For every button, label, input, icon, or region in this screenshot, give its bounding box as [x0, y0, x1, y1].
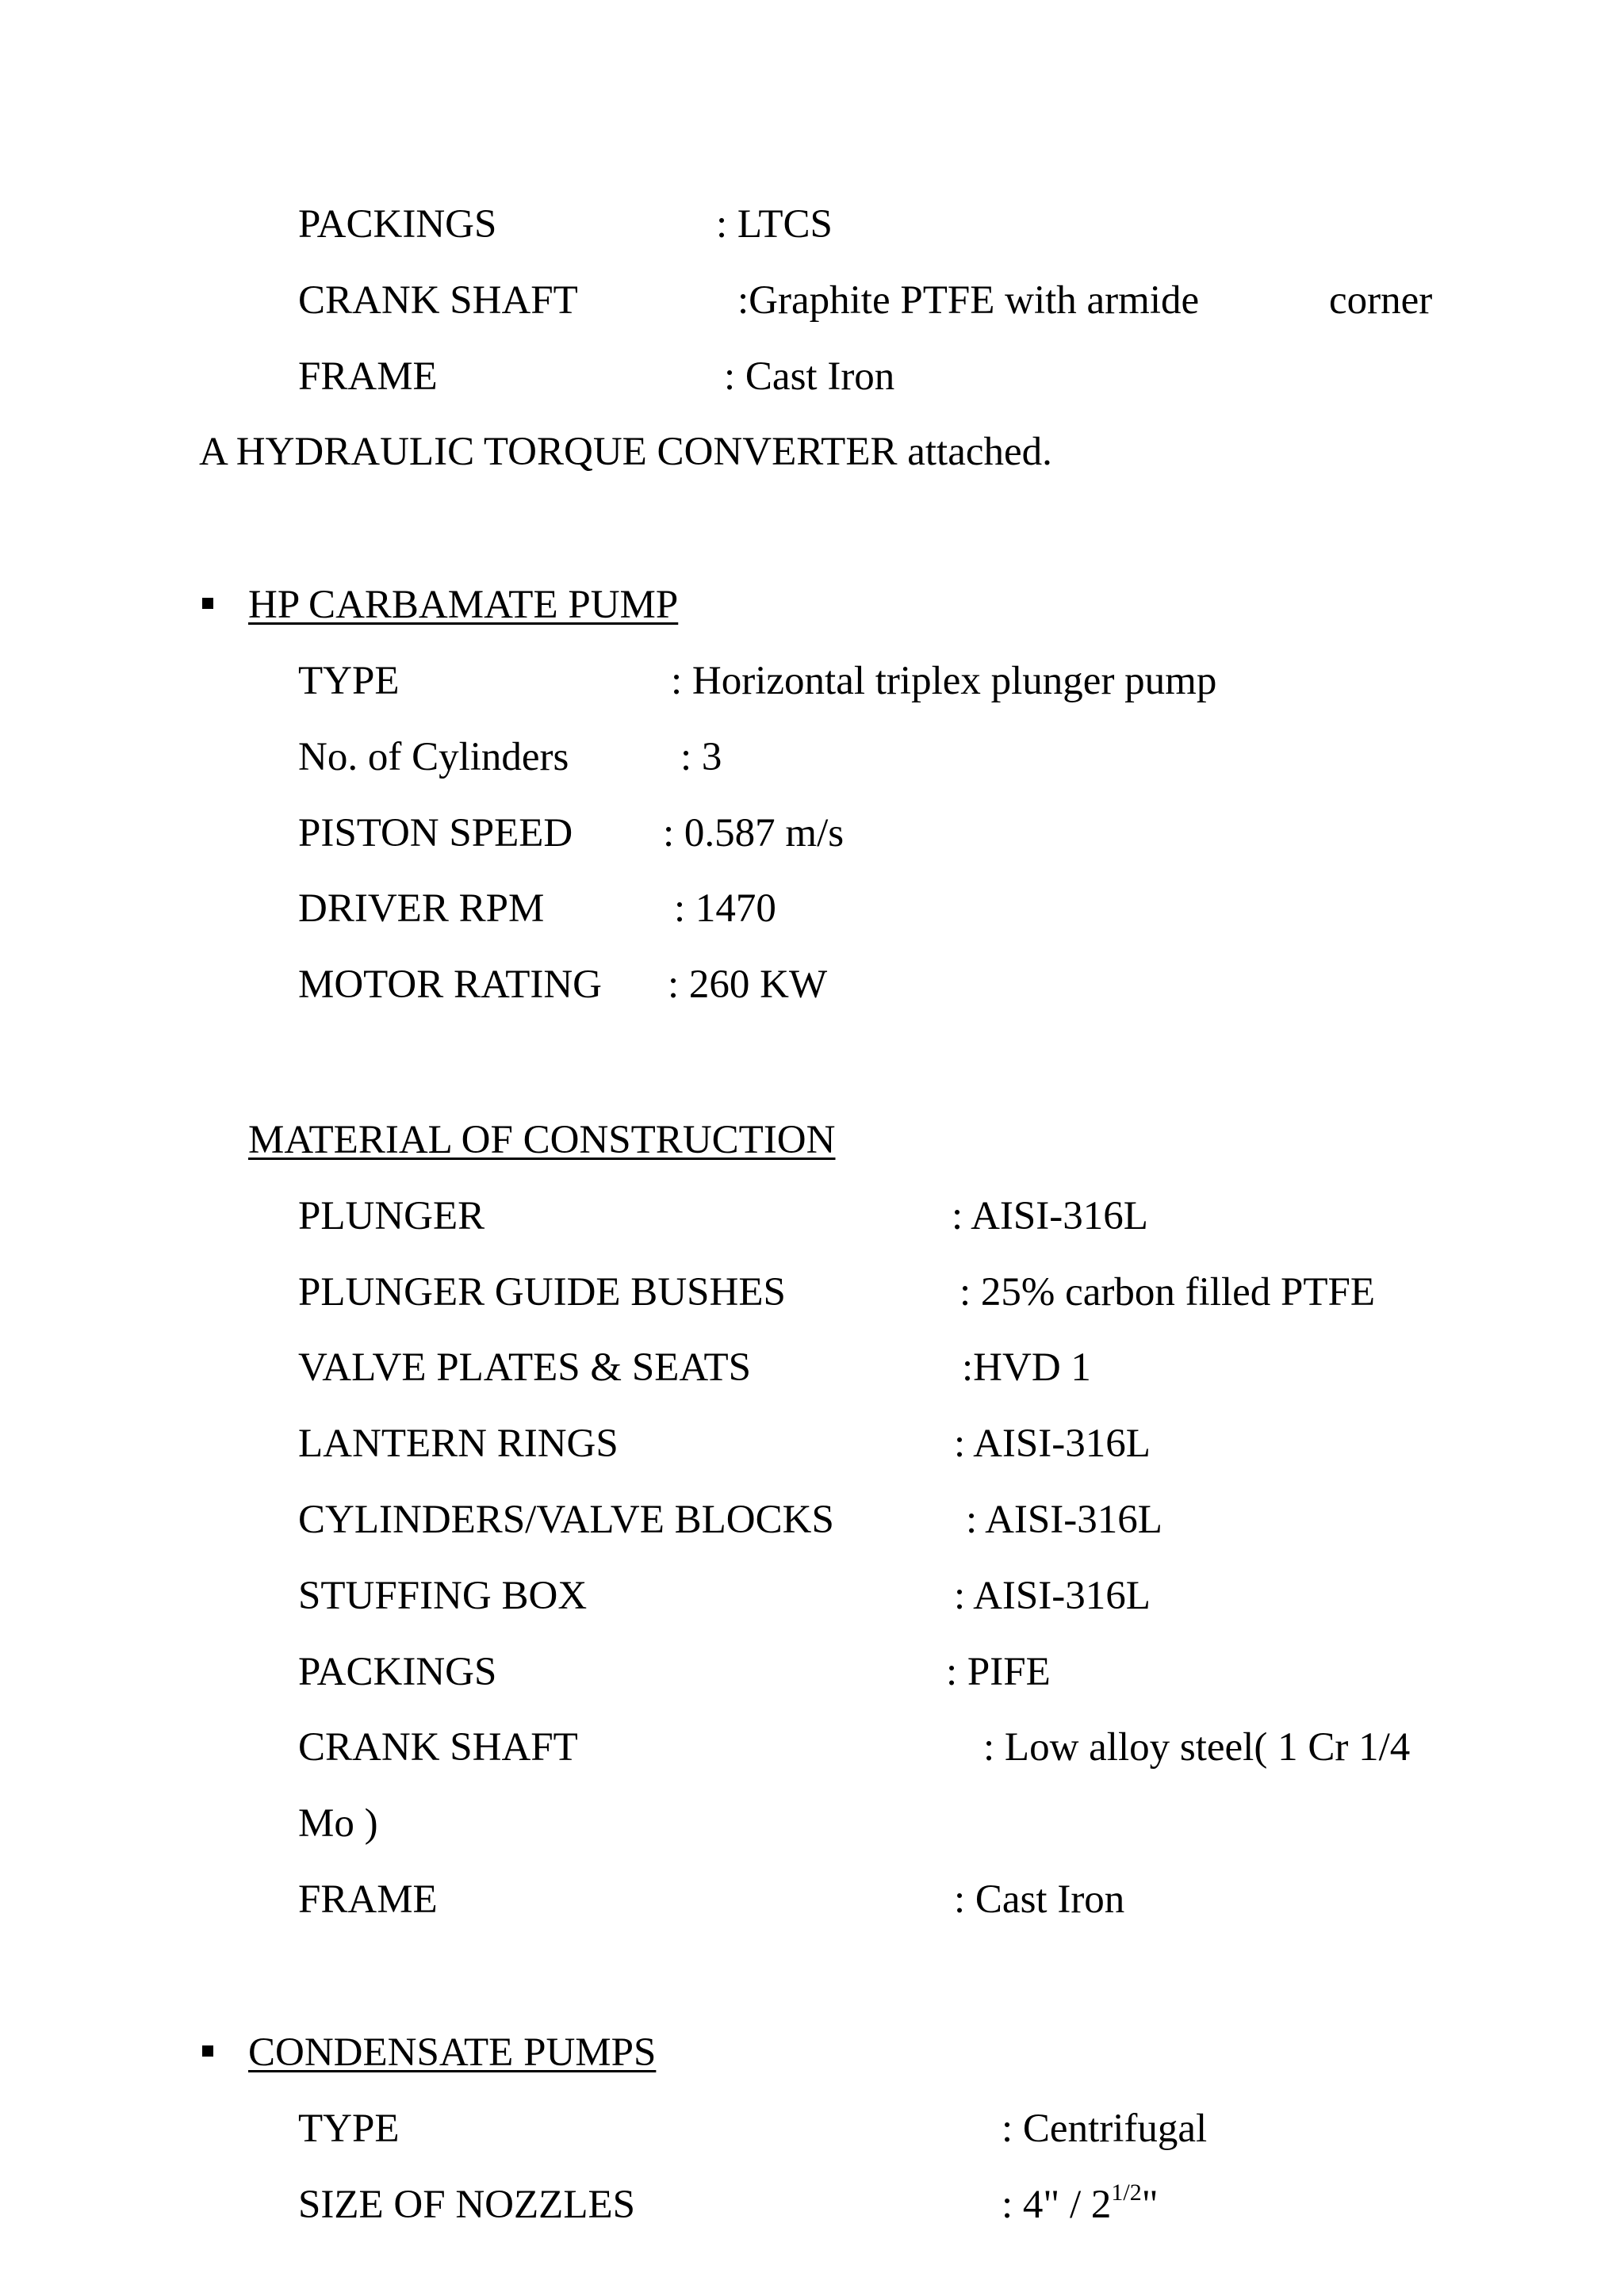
hp-pump-heading: HP CARBAMATE PUMP	[248, 583, 679, 627]
packings-label: PACKINGS	[298, 202, 497, 247]
nozzles-fraction: 1/2	[1111, 2179, 1142, 2206]
plunger-value: : AISI-316L	[952, 1194, 1148, 1238]
packings-value: : LTCS	[716, 202, 833, 247]
moc-frame-value: : Cast Iron	[954, 1877, 1125, 1922]
stuffing-box-value: : AISI-316L	[954, 1574, 1151, 1618]
type-value: : Horizontal triplex plunger pump	[671, 659, 1217, 703]
guide-bushes-label: PLUNGER GUIDE BUSHES	[298, 1270, 786, 1314]
cylinders-label: No. of Cylinders	[298, 735, 569, 779]
driver-rpm-label: DRIVER RPM	[298, 886, 545, 931]
stuffing-box-label: STUFFING BOX	[298, 1574, 588, 1618]
converter-note: A HYDRAULIC TORQUE CONVERTER attached.	[199, 430, 1052, 474]
moc-crank-shaft-value: : Low alloy steel( 1 Cr 1/4	[983, 1725, 1411, 1770]
type-label: TYPE	[298, 659, 400, 703]
lantern-rings-label: LANTERN RINGS	[298, 1422, 619, 1466]
cylinders-blocks-value: : AISI-316L	[966, 1498, 1162, 1542]
bullet-icon	[202, 598, 213, 609]
crank-shaft-value: :Graphite PTFE with armide	[737, 278, 1200, 323]
moc-packings-value: : PIFE	[946, 1650, 1051, 1694]
piston-speed-label: PISTON SPEED	[298, 811, 573, 855]
moc-packings-label: PACKINGS	[298, 1650, 497, 1694]
crank-shaft-value-cont: corner	[1329, 278, 1433, 323]
frame-value: : Cast Iron	[724, 354, 895, 399]
nozzles-label: SIZE OF NOZZLES	[298, 2183, 635, 2227]
condensate-heading: CONDENSATE PUMPS	[248, 2030, 657, 2075]
plunger-label: PLUNGER	[298, 1194, 485, 1238]
motor-rating-label: MOTOR RATING	[298, 962, 602, 1007]
cylinders-blocks-label: CYLINDERS/VALVE BLOCKS	[298, 1498, 834, 1542]
cylinders-value: : 3	[680, 735, 722, 779]
crank-shaft-label: CRANK SHAFT	[298, 278, 578, 323]
condensate-type-label: TYPE	[298, 2107, 400, 2151]
frame-label: FRAME	[298, 354, 438, 399]
moc-frame-label: FRAME	[298, 1877, 438, 1922]
moc-crank-shaft-value-cont: Mo )	[298, 1801, 378, 1846]
condensate-type-value: : Centrifugal	[1002, 2107, 1208, 2151]
valve-plates-label: VALVE PLATES & SEATS	[298, 1345, 752, 1390]
lantern-rings-value: : AISI-316L	[954, 1422, 1151, 1466]
nozzles-value: : 4" / $2^{1/2}$"	[1002, 2179, 1159, 2227]
guide-bushes-value: : 25% carbon filled PTFE	[959, 1270, 1376, 1314]
piston-speed-value: : 0.587 m/s	[663, 811, 845, 855]
driver-rpm-value: : 1470	[674, 886, 776, 931]
moc-heading: MATERIAL OF CONSTRUCTION	[248, 1118, 836, 1162]
valve-plates-value: :HVD 1	[962, 1345, 1091, 1390]
moc-crank-shaft-label: CRANK SHAFT	[298, 1725, 578, 1770]
bullet-icon	[202, 2045, 213, 2057]
motor-rating-value: : 260 KW	[668, 962, 828, 1007]
